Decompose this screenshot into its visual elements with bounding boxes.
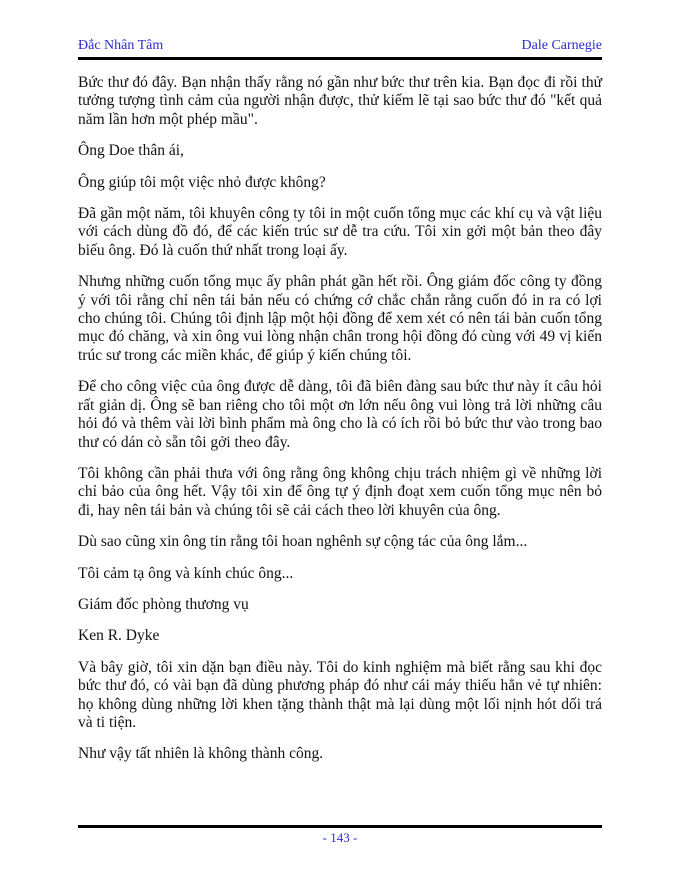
paragraph: Để cho công việc của ông được dễ dàng, tôi đã biên đàng sau bức thư này ít câu hỏi rất giản dị. Ông sẽ ban riêng cho tôi một ơn lớn nếu ông vui lòng trả lời những câu hỏi đó và thêm vài lời bình phẩm mà ông cho là có ích rồi bỏ bức thư vào trong bao thư có dán cò sẵn tôi gởi theo đây.: [78, 378, 602, 451]
paragraph: Nhưng những cuốn tổng mục ấy phân phát gần hết rồi. Ông giám đốc công ty đồng ý với tôi rằng chỉ nên tái bản nếu có chứng cớ chắc chắn rằng cuốn đó in ra có lợi cho chúng tôi. Chúng tôi định lập một hội đồng để xem xét có nên tái bản cuốn tổng mục đó chăng, và xin ông vui lòng nhận chân trong hội đồng đó cùng với 49 vị kiến trúc sư trong các miền khác, để giúp ý kiến chúng tôi.: [78, 273, 602, 364]
paragraph: Như vậy tất nhiên là không thành công.: [78, 745, 324, 763]
paragraph: Ông giúp tôi một việc nhỏ được không?: [78, 173, 326, 191]
paragraph: Tôi cảm tạ ông và kính chúc ông...: [78, 564, 294, 582]
paragraph: Ông Doe thân ái,: [78, 142, 184, 160]
page-body: [78, 74, 602, 777]
page-header: [78, 38, 602, 60]
header-author: Dale Carnegie: [521, 38, 602, 53]
paragraph: Bức thư đó đây. Bạn nhận thấy rằng nó gần như bức thư trên kia. Bạn đọc đi rồi thử tưởng tượng tình cảm của người nhận được, thử kiếm lẽ tại sao bức thư đó "kết quả năm lần hơn một phép mầu".: [78, 74, 602, 128]
header-book-title: Đắc Nhân Tâm: [78, 38, 164, 53]
paragraph: Ken R. Dyke: [78, 627, 160, 645]
page-footer: [78, 825, 602, 846]
paragraph: Dù sao cũng xin ông tin rằng tôi hoan nghênh sự cộng tác của ông lắm...: [78, 533, 528, 551]
paragraph: Và bây giờ, tôi xin dặn bạn điều này. Tôi do kinh nghiệm mà biết rằng sau khi đọc bức thư đó, có vài bạn đã dùng phương pháp đó như cái máy thiếu hẳn vẻ tự nhiên: họ không dùng những lời khen tặng thành thật mà lại dùng một lối nịnh hót dối trá và ti tiện.: [78, 658, 602, 731]
paragraph: Giám đốc phòng thương vụ: [78, 595, 249, 613]
paragraph: Đã gần một năm, tôi khuyên công ty tôi in một cuốn tổng mục các khí cụ và vật liệu với cách dùng đồ đó, để các kiến trúc sư dễ tra cứu. Tôi xin gởi một bản theo đây biếu ông. Đó là cuốn thứ nhất trong loại ấy.: [78, 205, 602, 259]
paragraph: Tôi không cần phải thưa với ông rằng ông không chịu trách nhiệm gì về những lời chỉ bảo của ông hết. Vậy tôi xin để ông tự ý định đoạt xem cuốn tổng mục nên bỏ đi, hay nên tái bản và chúng tôi sẽ cải cách theo lời khuyên của ông.: [78, 464, 602, 519]
page-number: - 143 -: [322, 830, 358, 845]
